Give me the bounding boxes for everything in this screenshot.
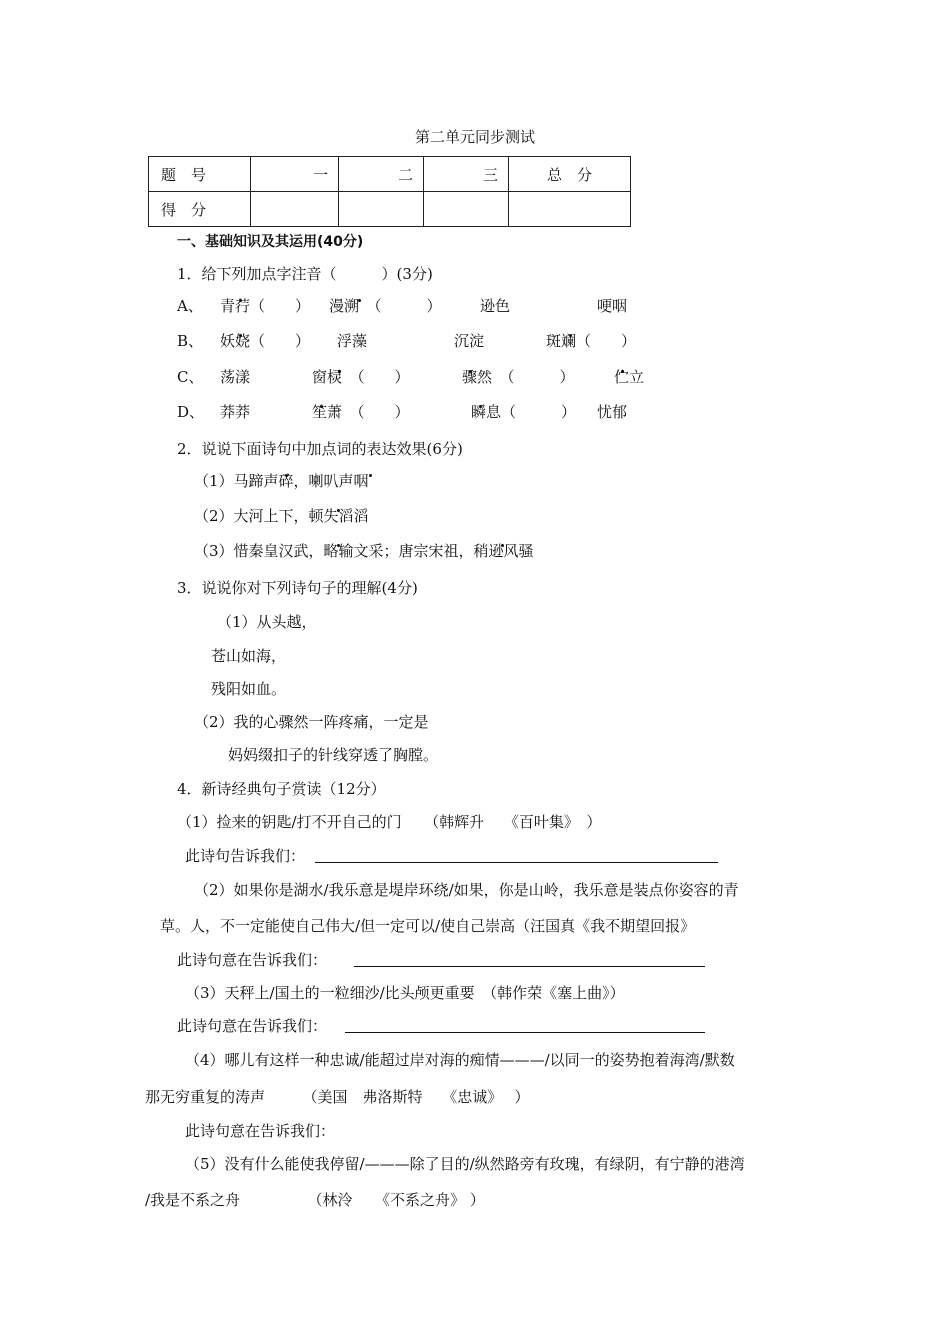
poem-line: （2）我的心骤然一阵疼痛，一定是 bbox=[194, 713, 429, 731]
option-letter: B、 bbox=[177, 332, 204, 350]
table-cell: 总 分 bbox=[509, 157, 631, 192]
poem-line: 草。人，不一定能使自己伟大/但一定可以/使自己崇高（汪国真《我不期望回报》 bbox=[160, 917, 696, 935]
option-item: 荡漾 bbox=[220, 368, 251, 386]
poem-line: （3）惜秦皇汉武，略输文采；唐宗宋祖，稍逊风骚 bbox=[194, 542, 534, 560]
table-cell: 题 号 bbox=[149, 157, 251, 192]
option-item: 笙萧 （ ） bbox=[312, 403, 410, 421]
poem-line: 残阳如血。 bbox=[211, 680, 287, 698]
poem-line: 苍山如海， bbox=[211, 647, 287, 665]
answer-prompt: 此诗句意在告诉我们： bbox=[177, 951, 328, 969]
table-row bbox=[149, 192, 631, 227]
option-item: 哽咽 bbox=[597, 297, 628, 315]
option-item: 漫溯 （ ） bbox=[329, 297, 442, 315]
option-letter: C、 bbox=[177, 368, 204, 386]
option-item: 青荇（ ） bbox=[220, 297, 311, 315]
table-row bbox=[149, 157, 631, 192]
poem-line: （1）马蹄声碎，喇叭声咽 bbox=[194, 472, 369, 490]
score-input-cell[interactable] bbox=[339, 192, 424, 227]
question-stem: 2．说说下面诗句中加点词的表达效果(6分) bbox=[177, 440, 463, 458]
answer-line[interactable] bbox=[345, 1032, 705, 1033]
poem-line: （1）捡来的钥匙/打不开自己的门 （韩辉升 《百叶集》 ） bbox=[177, 813, 602, 831]
poem-line: （5）没有什么能使我停留/———除了目的/纵然路旁有玫瑰，有绿阴，有宁静的港湾 bbox=[185, 1155, 745, 1173]
answer-prompt: 此诗句意在告诉我们： bbox=[185, 1122, 336, 1140]
option-letter: A、 bbox=[177, 297, 203, 315]
option-item: 妖娆（ ） bbox=[220, 332, 311, 350]
option-item: 莽莽 bbox=[220, 403, 251, 421]
option-item: 沉淀 bbox=[454, 332, 485, 350]
answer-line[interactable] bbox=[315, 862, 718, 863]
table-cell: 三 bbox=[424, 157, 509, 192]
answer-prompt: 此诗句意在告诉我们： bbox=[177, 1017, 328, 1035]
option-letter: D、 bbox=[177, 403, 205, 421]
option-item: 逊色 bbox=[480, 297, 511, 315]
table-cell: 一 bbox=[251, 157, 339, 192]
table-cell: 二 bbox=[339, 157, 424, 192]
option-item: 忧郁 bbox=[597, 403, 628, 421]
option-item: 斑斓（ ） bbox=[546, 332, 637, 350]
question-stem: 4．新诗经典句子赏读（12分） bbox=[177, 780, 386, 798]
option-item: 浮藻 bbox=[337, 332, 368, 350]
option-item: 瞬息（ ） bbox=[471, 403, 577, 421]
poem-line: 妈妈缀扣子的针线穿透了胸膛。 bbox=[228, 746, 439, 764]
option-item: 窗棂 （ ） bbox=[312, 368, 410, 386]
score-input-cell[interactable] bbox=[509, 192, 631, 227]
score-table bbox=[148, 156, 631, 227]
answer-prompt: 此诗句告诉我们： bbox=[185, 847, 306, 865]
poem-line: （1）从头越， bbox=[217, 613, 317, 631]
score-input-cell[interactable] bbox=[251, 192, 339, 227]
poem-line: （4）哪儿有这样一种忠诚/能超过岸对海的痴情———/以同一的姿势抱着海湾/默数 bbox=[185, 1051, 735, 1069]
poem-line: （2）如果你是湖水/我乐意是堤岸环绕/如果，你是山岭，我乐意是装点你姿容的青 bbox=[194, 881, 739, 899]
score-input-cell[interactable] bbox=[424, 192, 509, 227]
poem-line: （2）大河上下，顿失滔滔 bbox=[194, 507, 369, 525]
poem-line: （3）天秤上/国土的一粒细沙/比头颅更重要 （韩作荣《塞上曲》） bbox=[185, 984, 625, 1002]
table-cell: 得 分 bbox=[149, 192, 251, 227]
option-item: 骤然 （ ） bbox=[462, 368, 575, 386]
poem-line: /我是不系之舟 （林泠 《不系之舟》 ） bbox=[145, 1191, 485, 1209]
option-item: 伫立 bbox=[614, 368, 645, 386]
answer-line[interactable] bbox=[354, 966, 705, 967]
section-heading: 一、基础知识及其运用(40分) bbox=[177, 234, 364, 250]
question-stem: 3．说说你对下列诗句子的理解(4分) bbox=[177, 579, 418, 597]
page-title: 第二单元同步测试 bbox=[414, 128, 535, 146]
question-stem: 1．给下列加点字注音（ ）(3分) bbox=[177, 265, 433, 283]
poem-line: 那无穷重复的涛声 （美国 弗洛斯特 《忠诚》 ） bbox=[145, 1088, 530, 1106]
